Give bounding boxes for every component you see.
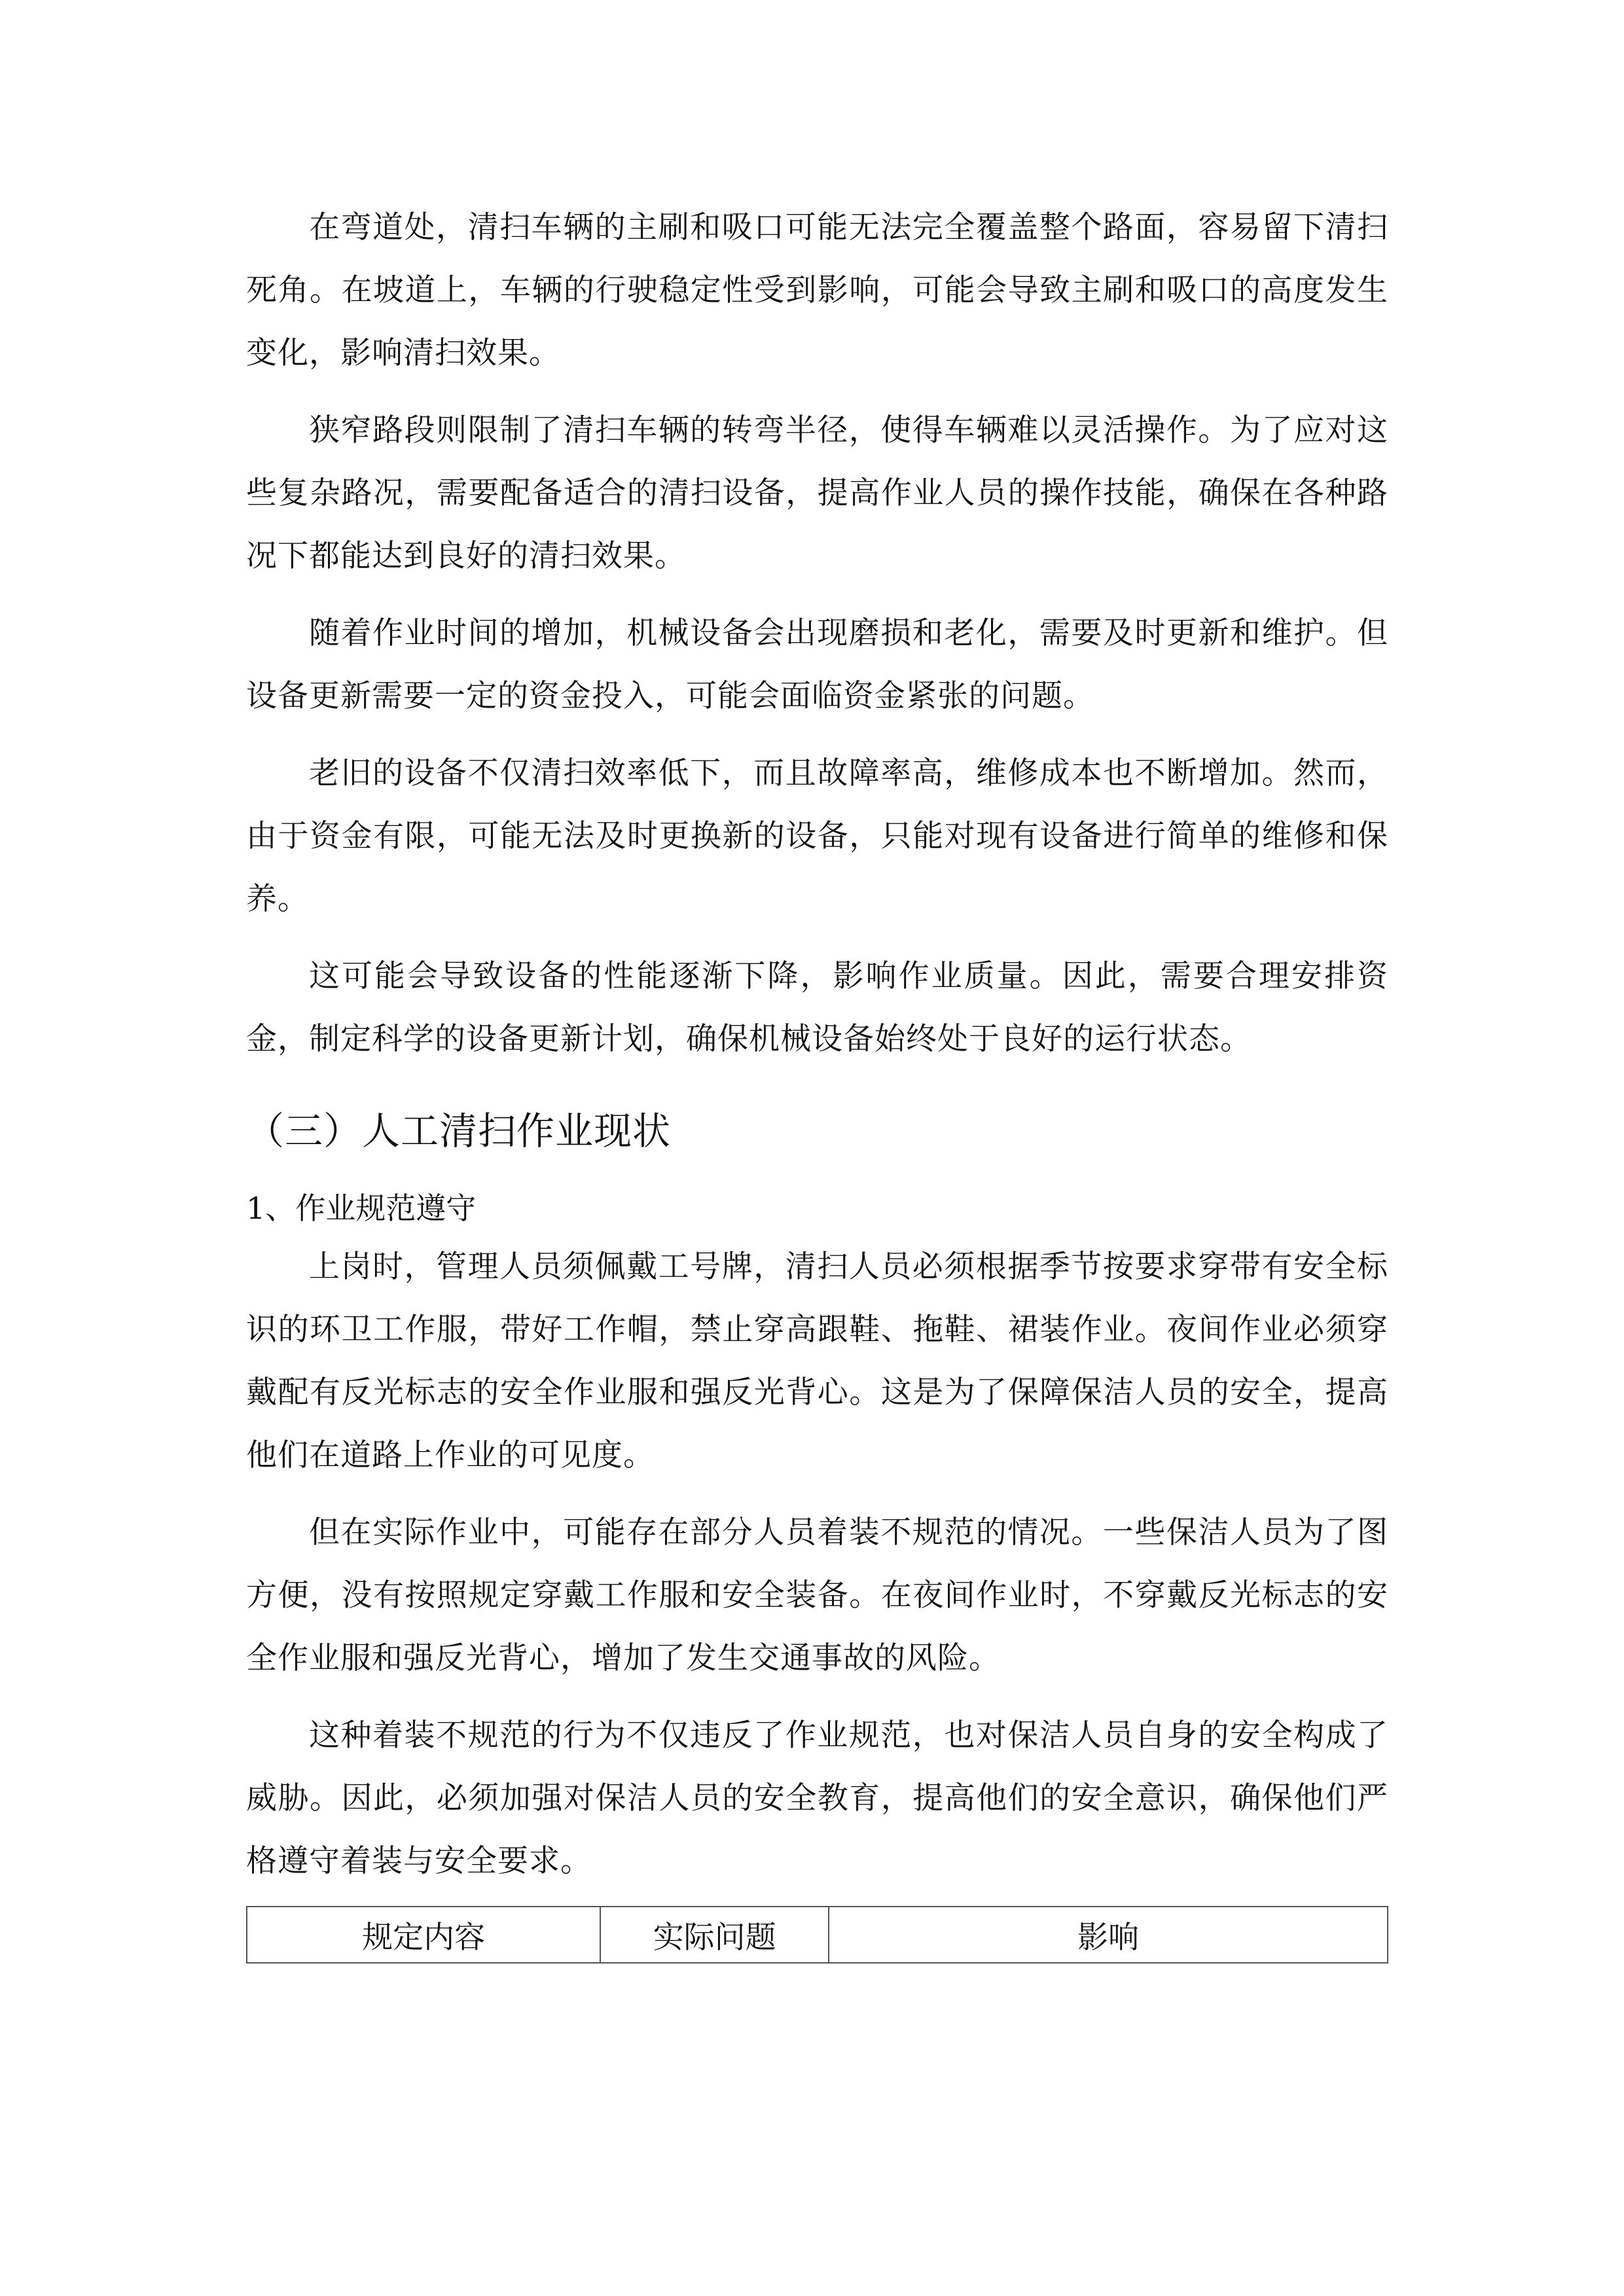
body-paragraph: 这种着装不规范的行为不仅违反了作业规范，也对保洁人员自身的安全构成了威胁。因此，必须加强对保洁人员的安全教育，提高他们的安全意识，确保他们严格遵守着装与安全要求。 bbox=[246, 1717, 1388, 1879]
section-heading: （三）人工清扫作业现状 bbox=[246, 1109, 672, 1153]
body-paragraph: 上岗时，管理人员须佩戴工号牌，清扫人员必须根据季节按要求穿带有安全标识的环卫工作服，带好工作帽，禁止穿高跟鞋、拖鞋、裙装作业。夜间作业必须穿戴配有反光标志的安全作业服和强反光背心。这是为了保障保洁人员的安全，提高他们在道路上作业的可见度。 bbox=[246, 1249, 1388, 1473]
body-paragraph: 随着作业时间的增加，机械设备会出现磨损和老化，需要及时更新和维护。但设备更新需要一定的资金投入，可能会面临资金紧张的问题。 bbox=[246, 615, 1388, 714]
body-paragraph: 狭窄路段则限制了清扫车辆的转弯半径，使得车辆难以灵活操作。为了应对这些复杂路况，需要配备适合的清扫设备，提高作业人员的操作技能，确保在各种路况下都能达到良好的清扫效果。 bbox=[246, 412, 1388, 574]
document-page bbox=[246, 196, 1388, 1893]
body-paragraph: 在弯道处，清扫车辆的主刷和吸口可能无法完全覆盖整个路面，容易留下清扫死角。在坡道上，车辆的行驶稳定性受到影响，可能会导致主刷和吸口的高度发生变化，影响清扫效果。 bbox=[246, 209, 1388, 371]
table-header-cell: 影响 bbox=[829, 1907, 1388, 1963]
table-header-cell: 规定内容 bbox=[247, 1907, 600, 1963]
body-paragraph: 这可能会导致设备的性能逐渐下降，影响作业质量。因此，需要合理安排资金，制定科学的设备更新计划，确保机械设备始终处于良好的运行状态。 bbox=[246, 958, 1388, 1057]
regulation-table bbox=[246, 1906, 1388, 1964]
table-header-row bbox=[247, 1907, 1388, 1963]
body-paragraph: 老旧的设备不仅清扫效率低下，而且故障率高，维修成本也不断增加。然而，由于资金有限，可能无法及时更换新的设备，只能对现有设备进行简单的维修和保养。 bbox=[246, 755, 1388, 917]
sub-heading: 1、作业规范遵守 bbox=[246, 1191, 477, 1226]
table-header-cell: 实际问题 bbox=[600, 1907, 829, 1963]
body-paragraph: 但在实际作业中，可能存在部分人员着装不规范的情况。一些保洁人员为了图方便，没有按照规定穿戴工作服和安全装备。在夜间作业时，不穿戴反光标志的安全作业服和强反光背心，增加了发生交通事故的风险。 bbox=[246, 1515, 1388, 1676]
